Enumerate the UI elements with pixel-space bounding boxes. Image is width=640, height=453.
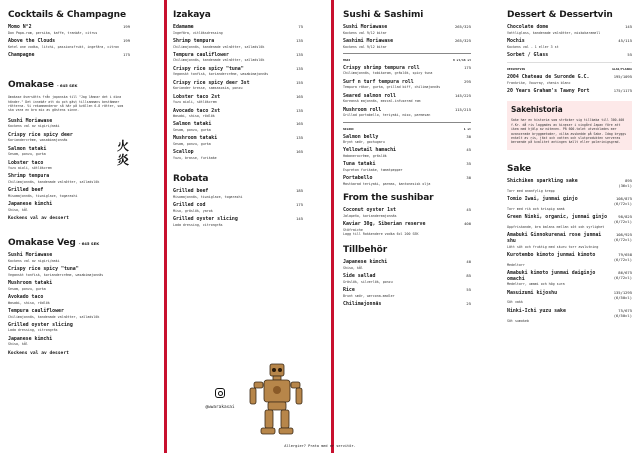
menu-item <box>173 150 303 160</box>
menu-item <box>8 295 130 305</box>
menu-item-name: Lobster taco <box>8 159 44 166</box>
menu-item-name: Avokado taco <box>8 293 44 300</box>
omakase-veg-list <box>8 253 130 346</box>
section-title-sushi: Sushi & Sashimi <box>343 10 424 20</box>
menu-item-description: Wasabi, shiso, rödlök <box>8 300 50 305</box>
menu-item-description: Torr med rik och krispig smak <box>507 206 565 211</box>
menu-item-description: Koriandercrème, wasabimajonnäs <box>8 138 68 143</box>
dessert-list <box>507 25 632 58</box>
menu-item-price: 155 <box>296 79 303 85</box>
menu-item <box>343 162 471 172</box>
omakase-intro: Omakase översätts från japanska till "Jag lämnar det i dina händer." Det innebär att du och gäst tillsammans bestämmer rätterna. Vi rekommenderar så här på kvällen 6-8 rätter, som ska vara en bra mix av gästens sinne. <box>8 95 124 113</box>
menu-item-description: Brunt smör, wercona-madler <box>343 293 395 298</box>
menu-item-name: Sorbet / Glass <box>507 51 549 58</box>
menu-item-description: Wasabi, shiso, rödlök <box>173 114 215 119</box>
menu-item <box>8 337 130 347</box>
menu-item-price: 199 <box>123 24 130 29</box>
menu-item-price: 135 <box>296 37 303 43</box>
menu-item-name: Grilled beef <box>173 188 209 195</box>
menu-item <box>8 147 130 157</box>
menu-item-description: Sesam, ponzu, gurka <box>173 142 211 147</box>
menu-item-price: 199 <box>123 37 130 43</box>
menu-item <box>8 39 130 49</box>
menu-item-description: Stöfraiche Lagg till Rokkendere vodka 6cl 200 SEK <box>343 227 419 237</box>
menu-item-description: Kockens val - 1 eller 3 st <box>507 44 559 49</box>
menu-item <box>8 309 130 319</box>
column-2 <box>173 10 303 231</box>
instagram-block[interactable] <box>200 383 240 410</box>
menu-item-description: Lada dressing, citrongräs <box>8 328 58 333</box>
section-title-izakaya: Izakaya <box>173 10 211 20</box>
menu-item-description: Frankrike, Vouvray, chenin blanc <box>507 81 571 86</box>
dessertvin-header: DESSERTVIN GLAS/FLASKA <box>507 67 632 72</box>
menu-item <box>8 253 130 263</box>
menu-item-description: Yuzu aioli, sötlökcrem <box>8 166 52 171</box>
section-title-sushibar: From the sushibar <box>343 193 434 204</box>
red-divider-left <box>164 0 167 453</box>
menu-item-name: Grilled beef <box>8 187 44 194</box>
menu-item <box>173 122 303 132</box>
menu-item <box>8 267 130 277</box>
menu-item-name: Sushi Moriawase <box>343 24 388 30</box>
instagram-handle[interactable]: @wwarakasai <box>205 405 235 410</box>
menu-item <box>173 109 303 119</box>
kanji-2: 炎 <box>117 152 130 167</box>
menu-item-description: Shiso, kål <box>8 342 28 347</box>
robot-illustration <box>248 360 306 442</box>
menu-item-price: 135/1295 (6/50cl) <box>613 289 632 300</box>
menu-item-name: Tempura cauliflower <box>173 51 229 58</box>
menu-item-price: 895 (36cl) <box>618 177 632 188</box>
kanji-1: 火 <box>117 139 130 153</box>
menu-item-name: Green Ninki, organic, junmai ginjo <box>507 214 608 221</box>
menu-item-description: Miso, gräslök, yarok <box>173 208 213 213</box>
sushi-top-list <box>343 25 471 49</box>
menu-item-price: 30 <box>466 175 471 181</box>
menu-item <box>507 215 632 229</box>
menu-item <box>343 94 471 104</box>
maki-header: MAKI 8 st/16 st <box>343 57 471 62</box>
fire-kanji-mark <box>117 140 131 168</box>
menu-item <box>173 25 303 35</box>
menu-item-name: Shrimp tempura <box>8 173 50 180</box>
menu-item-price: 175 <box>296 202 303 208</box>
menu-item <box>507 253 632 267</box>
menu-item-price: 135 <box>296 135 303 141</box>
menu-item-description: Medeltorr <box>507 262 525 267</box>
menu-item <box>343 108 471 118</box>
menu-item <box>507 75 632 85</box>
menu-item-name: Yellowtail hamachi <box>343 147 396 154</box>
menu-item <box>507 39 632 49</box>
menu-item <box>343 208 471 218</box>
section-title-omakase-veg: Omakase Veg - 645 SEK <box>8 238 100 249</box>
menu-item <box>8 323 130 333</box>
menu-item-price: 145 <box>625 24 632 29</box>
sakehistoria-text: Sake har en historia som sträcker sig tillbaka till 300-400 f.Kr. då ris laggades av kineser i vingård Japan före att ikea med hjälp av mitenen. På 600-talet utvecklades mer avancerade bryggmetoder, vilka avskedde på Sake. Idag bryggs enkelt av ris, jäst och vatten och slutprodukten serveras beroende på kvalitet antingen kallt eller polerinigsgrad. <box>511 118 627 145</box>
menu-item-description: Ketel one vodka, litchi, passionsfrukt, ingefära, citron <box>8 44 120 49</box>
sakehistoria-box <box>507 101 632 150</box>
menu-item-price: 135 <box>296 65 303 71</box>
menu-item <box>507 89 632 95</box>
menu-item-price: 35 <box>466 161 471 167</box>
section-title-sake: Sake <box>507 163 532 174</box>
menu-item-description: Kockens val av nigiri/maki <box>8 258 60 263</box>
menu-item <box>343 302 471 308</box>
menu-item-description: Söt vakk <box>507 300 523 305</box>
menu-item-description: Shiso, kål <box>343 265 363 270</box>
menu-item <box>8 161 130 171</box>
menu-item-name: Japanese kimchi <box>343 259 388 266</box>
menu-item-description: Yuzu aioli, sötlökcrem <box>173 100 217 105</box>
sushibar-list <box>343 208 471 236</box>
menu-item-description: Kockens val 9/12 bitar <box>343 30 387 35</box>
menu-item-description: Chilimajonnäs, kandenade valnötter, salladslök <box>173 58 265 63</box>
izakaya-list <box>173 25 303 160</box>
menu-item-price: 135 <box>296 107 303 113</box>
menu-item-description: Espreton furikake, tomatpepper <box>343 168 403 173</box>
menu-item-name: Japanese kimchi <box>8 201 53 208</box>
section-title-tillbehor: Tillbehör <box>343 245 388 256</box>
menu-item-name: Tuna tataki <box>343 161 376 168</box>
menu-item <box>8 133 130 143</box>
menu-item-price: 75 <box>298 24 303 29</box>
nigiri-list <box>343 135 471 187</box>
menu-item-price: 195/1095 <box>613 74 632 80</box>
menu-item <box>173 53 303 63</box>
menu-item <box>343 222 471 236</box>
menu-item-description: Gräslök, silverlök, ponzu <box>343 279 393 284</box>
menu-item-price: 145 <box>296 216 303 222</box>
menu-item-name: Mushroom tataki <box>173 135 218 142</box>
menu-item <box>343 135 471 145</box>
menu-item-price: 55 <box>627 51 632 57</box>
menu-item-price: 40 <box>466 259 471 265</box>
menu-item-price: 108/925 (6/72cl) <box>613 232 632 243</box>
menu-item-name: Grilled oyster slicing <box>8 321 73 328</box>
menu-item-price: 175 <box>123 51 130 57</box>
menu-item-name: Seared salmon roll <box>343 92 396 99</box>
sake-list <box>507 179 632 323</box>
menu-item <box>507 291 632 305</box>
allergy-footer: Allergier? Prata med er servitör. <box>284 444 356 448</box>
menu-item <box>507 309 632 323</box>
menu-item-price: 295 <box>464 78 471 84</box>
menu-item-description: Kockens val 9/12 bitar <box>343 44 387 49</box>
menu-item-price: 145/225 <box>454 92 471 98</box>
menu-item <box>8 174 130 184</box>
menu-item <box>343 288 471 298</box>
column-4 <box>507 10 632 327</box>
menu-item-price: 45 <box>466 147 471 153</box>
menu-item-name: Amabuki Ginnokurenai rose junmai shu <box>507 232 602 244</box>
menu-item-name: Side sallad <box>343 273 376 280</box>
menu-item <box>173 189 303 199</box>
menu-item-description: Vattliglass, kandenade valnötter, miskokaramell <box>507 30 601 35</box>
menu-item-description: Söt sumokeb <box>507 318 529 323</box>
menu-item-description: Chilimajonnäs, tobikorom, gräslök, spicy tuna <box>343 71 433 76</box>
menu-item-description: Medeltorr, umami och hög sura <box>507 282 565 287</box>
menu-item-name: Crispy shrimp tempura roll <box>343 64 420 71</box>
menu-item-name: Salmon belly <box>343 133 379 140</box>
menu-item-price: 265/325 <box>454 24 471 29</box>
menu-item <box>343 148 471 158</box>
menu-item-name: Masuizumi kijoshu <box>507 289 558 296</box>
menu-item-name: Mushroom roll <box>343 106 382 113</box>
section-title-cocktails: Cocktails & Champagne <box>8 10 126 20</box>
menu-item-description: Grillad portabello, teriyaki, miso, parmesan <box>343 113 431 118</box>
menu-item-name: Crispy rice spicy deer <box>8 131 73 138</box>
menu-item-name: Rice <box>343 287 355 294</box>
menu-item-name: 20 Years Graham's Tawny Port <box>507 88 590 95</box>
menu-item-price: 75/675 (6/50cl) <box>613 307 632 318</box>
menu-item <box>8 281 130 291</box>
menu-item-name: Crispy rice spicy "tuna" <box>173 65 244 72</box>
menu-item <box>343 274 471 284</box>
menu-item <box>507 197 632 211</box>
menu-item-description: Don Papa-rom, persika, kaffe, tranbär, citrus <box>8 30 98 35</box>
menu-item-name: Scallop <box>173 149 194 156</box>
menu-item-name: Sushi Moriawase <box>8 252 53 259</box>
menu-item-name: Tempura cauliflower <box>8 307 64 314</box>
section-title-omakase: Omakase - 645 SEK <box>8 80 78 91</box>
menu-item <box>173 95 303 105</box>
menu-item-name: Momo N°2 <box>8 24 32 30</box>
menu-item-description: Lada dressing, citrongräs <box>173 222 223 227</box>
menu-item-description: Habanerocrème, gräslök <box>343 154 387 159</box>
menu-item-name: Edamame <box>173 24 194 30</box>
menu-item-name: Shrimp tempura <box>173 37 215 44</box>
menu-item-description: Sesam, ponzu, gurka <box>173 128 211 133</box>
menu-item-price: 165 <box>296 149 303 155</box>
menu-item-description: Uppfriskande, bra balans mellan söt och syrlighet <box>507 225 605 230</box>
menu-item-name: Amabuki kimoto junmai daiginjo omachi <box>507 270 596 282</box>
menu-item-description: Torr med ananfylig krepp <box>507 188 555 193</box>
section-title-sakehistoria: Sakehistoria <box>511 105 563 115</box>
menu-item <box>8 188 130 198</box>
menu-item-name: Surf n turf tempura roll <box>343 78 414 85</box>
omakase-veg-dessert: Kockens val av dessert <box>8 350 69 356</box>
menu-item-name: Crispy rice spicy "tuna" <box>8 266 79 273</box>
menu-item <box>507 53 632 59</box>
menu-item-description: Jalapeño, koriandermajonnäs <box>343 213 397 218</box>
section-title-robata: Robata <box>173 174 209 185</box>
menu-item-name: Sushi Moriawase <box>8 117 53 124</box>
menu-item-description: Koriander kresse, samsasosia, ponzu <box>173 86 243 91</box>
menu-item-name: Shichiken sparkling sake <box>507 177 578 184</box>
menu-item-name: 2004 Chateau de Suronde G.C. <box>507 74 590 81</box>
section-title-dessert: Dessert & Dessertvin <box>507 10 613 20</box>
column-3 <box>343 10 471 312</box>
menu-item <box>173 217 303 227</box>
menu-item <box>507 25 632 35</box>
menu-item <box>173 81 303 91</box>
menu-item-name: Kurotembo kimoto junmai kimoto <box>507 251 596 258</box>
menu-item-description: Chilimajonnäs, kandenade valnötter, salladslök <box>173 44 265 49</box>
menu-item-description: Chilimajonnäs, kandenade valnötter, salladslök <box>8 314 100 319</box>
menu-item <box>507 233 632 249</box>
menu-item <box>343 176 471 186</box>
red-divider-right <box>331 0 334 453</box>
menu-item-price: 30 <box>466 133 471 139</box>
menu-item-description: Yuzu, brasse, furikake <box>173 155 217 160</box>
menu-item-description: Koreansk majonnäs, mezcal-infuserad rom <box>343 99 421 104</box>
maki-list <box>343 66 471 118</box>
cocktails-list <box>8 25 130 58</box>
menu-item-name: Champagne <box>8 51 35 58</box>
menu-item-name: Kaviar 30g, Siberian reserve <box>343 221 426 228</box>
menu-item-price: 79/658 (6/72cl) <box>613 251 632 262</box>
menu-item-price: 45/115 <box>618 37 632 43</box>
menu-item-name: Salmon tataki <box>8 145 47 152</box>
menu-item-description: Misomajonnäs, tiwniglaze, togarashi <box>8 193 78 198</box>
menu-item <box>343 39 471 49</box>
menu-item <box>343 260 471 270</box>
menu-item-description: Sesam, ponzu, gurka <box>8 286 46 291</box>
menu-item-price: 135 <box>296 51 303 57</box>
menu-item-name: Avocado taco 2st <box>173 107 221 114</box>
menu-item <box>173 39 303 49</box>
menu-item-name: Portabello <box>343 175 373 182</box>
menu-item-name: Tomio Iwai, junmai ginjo <box>507 196 578 203</box>
menu-item <box>8 202 130 212</box>
menu-item-price: 25 <box>466 301 471 307</box>
menu-item-name: Chocolate dome <box>507 24 549 30</box>
nigiri-header: NIGIRI 1 st <box>343 126 471 131</box>
menu-item <box>343 66 471 76</box>
menu-item-price: 185 <box>296 188 303 194</box>
omakase-list <box>8 119 130 212</box>
menu-item-price: 98/825 (6/72cl) <box>613 214 632 225</box>
menu-item-name: Mochis <box>507 37 525 44</box>
menu-item-name: Chilimajonnäs <box>343 301 382 308</box>
menu-item-description: Mastkarad teriyaki, parmas, kantonesisk olja <box>343 181 431 186</box>
menu-item-name: Japanese kimchi <box>8 335 53 342</box>
menu-item-description: Veganskt tonfisk, koriandercrème, wasabimajonnäs <box>8 272 104 277</box>
menu-item-description: Ingefära, vitlöksdressing <box>173 30 223 35</box>
menu-item-price: 45 <box>466 207 471 213</box>
menu-item-description: Lätt söt och fruktig med skuru torr avslutning <box>507 244 599 249</box>
menu-item-description: Veganskt tonfisk, koriandercrème, wasabimajonnäs <box>173 72 269 77</box>
menu-item <box>8 25 130 35</box>
menu-item-price: 265/325 <box>454 37 471 43</box>
dessertvin-list <box>507 75 632 95</box>
menu-item-price: 175 <box>464 64 471 70</box>
menu-item-description: Chilimajonnäs, kandenade valnötter, salladslök <box>8 180 100 185</box>
tillbehor-list <box>343 260 471 307</box>
menu-item-name: Grilled cod <box>173 202 206 209</box>
menu-item-name: Sashimi Moriawase <box>343 37 394 44</box>
menu-item-name: Ninki-Ichi yuzu sake <box>507 307 566 314</box>
menu-item-description: Kockens val av nigiri/maki <box>8 124 60 129</box>
menu-item <box>173 136 303 146</box>
menu-item-description: Shiso, kål <box>8 207 28 212</box>
menu-item <box>8 53 130 59</box>
menu-item-price: 115/215 <box>454 106 471 112</box>
menu-item-name: Crispy rice spicy deer 3st <box>173 79 250 86</box>
menu-item <box>8 119 130 129</box>
omakase-dessert: Kockens val av dessert <box>8 216 69 222</box>
menu-item-description: Misomajonnäs, tiwniglaze, togarashi <box>173 194 243 199</box>
menu-item <box>173 67 303 77</box>
menu-item-description: Sesam, ponzu, gurka <box>8 152 46 157</box>
menu-item-price: 108/875 (6/72cl) <box>613 196 632 206</box>
menu-item <box>173 203 303 213</box>
menu-item-price: 165 <box>296 93 303 99</box>
menu-item-name: Lobster taco 2st <box>173 93 221 100</box>
column-1 <box>8 10 130 359</box>
menu-item-name: Above the Clouds <box>8 37 56 44</box>
menu-item-price: 55 <box>466 287 471 293</box>
menu-item-description: Brynt smör, gochugaru <box>343 140 385 145</box>
menu-item-price: 85 <box>466 273 471 279</box>
menu-item-price: 165 <box>296 121 303 127</box>
menu-item-description: Tempura räkor, gurka, grillad biff, chilimajonnäs <box>343 85 441 90</box>
menu-item-price: 86/675 (6/72cl) <box>613 270 632 280</box>
menu-item <box>507 179 632 193</box>
menu-item-name: Mushroom tataki <box>8 280 53 287</box>
menu-item-name: Salmon tataki <box>173 121 212 128</box>
instagram-icon[interactable] <box>215 388 225 398</box>
menu-item-name: Coconut oyster 1st <box>343 207 396 214</box>
menu-item-name: Grilled oyster slicing <box>173 216 238 223</box>
menu-item-price: 175/1175 <box>613 88 632 94</box>
menu-item <box>507 271 632 287</box>
menu-item <box>343 80 471 90</box>
menu-item <box>343 25 471 35</box>
robata-list <box>173 189 303 227</box>
menu-item-price: 400 <box>464 221 471 227</box>
